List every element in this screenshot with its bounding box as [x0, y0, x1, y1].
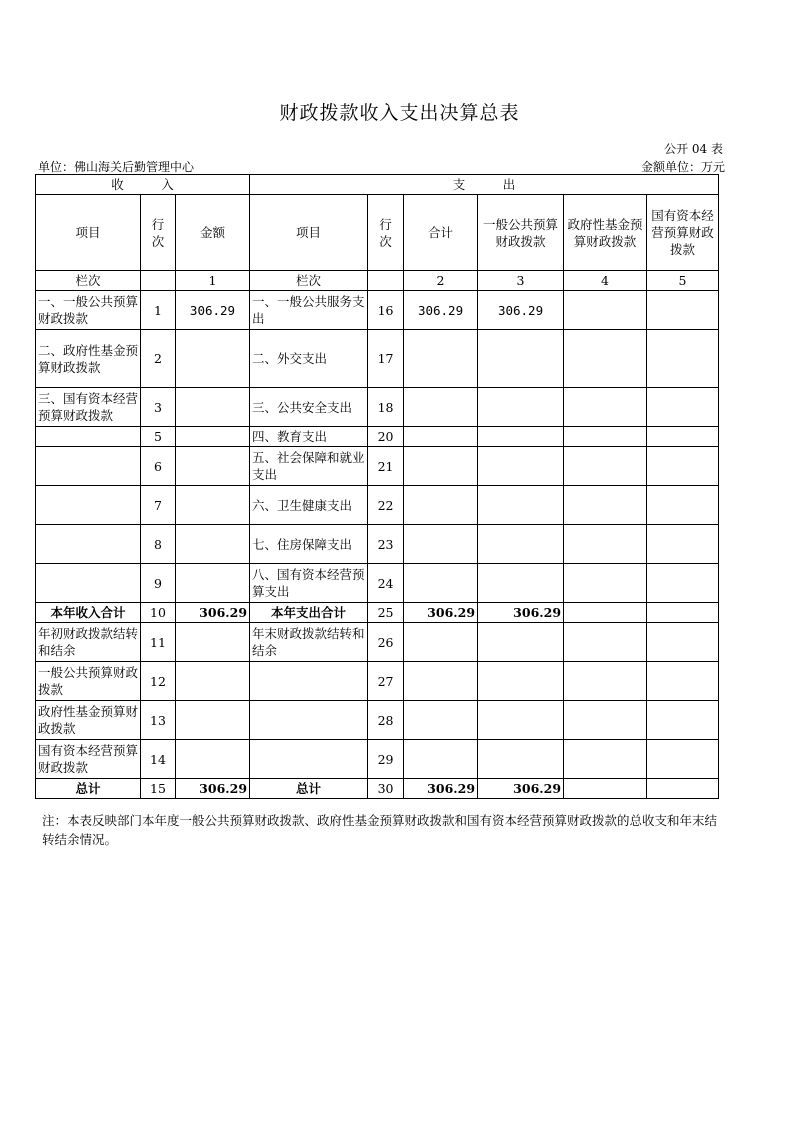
- col-gov-fund-header: 政府性基金预算财政拨款: [564, 195, 647, 271]
- col-item-header: 项目: [36, 195, 141, 271]
- expense-general: [478, 447, 564, 486]
- expense-item: 三、公共安全支出: [250, 388, 368, 427]
- amount-unit: 金额单位：万元: [640, 160, 725, 174]
- income-subtotal-label: 本年收入合计: [36, 603, 141, 623]
- income-item: 一般公共预算财政拨款: [36, 662, 141, 701]
- income-item: [36, 486, 141, 525]
- expense-gov-fund: [564, 291, 647, 330]
- income-line: 10: [141, 603, 176, 623]
- expense-general: [478, 662, 564, 701]
- col-number: 1: [176, 271, 250, 291]
- income-amount: [176, 486, 250, 525]
- expense-general: [478, 525, 564, 564]
- income-item: 年初财政拨款结转和结余: [36, 623, 141, 662]
- expense-general: [478, 427, 564, 447]
- income-line: 14: [141, 740, 176, 779]
- expense-total: [404, 564, 478, 603]
- expense-gov-fund: [564, 427, 647, 447]
- expense-line: 28: [368, 701, 404, 740]
- income-line: 11: [141, 623, 176, 662]
- income-header: 收 入: [36, 175, 250, 195]
- expense-total: [404, 623, 478, 662]
- income-item: 政府性基金预算财政拨款: [36, 701, 141, 740]
- expense-line: 23: [368, 525, 404, 564]
- income-amount: [176, 388, 250, 427]
- income-line: 8: [141, 525, 176, 564]
- expense-item: 四、教育支出: [250, 427, 368, 447]
- income-item: 二、政府性基金预算财政拨款: [36, 330, 141, 388]
- expense-state-capital: [647, 662, 719, 701]
- col-number: 3: [478, 271, 564, 291]
- empty-cell: [647, 603, 719, 623]
- expense-item: 二、外交支出: [250, 330, 368, 388]
- expense-state-capital: [647, 447, 719, 486]
- expense-state-capital: [647, 427, 719, 447]
- expense-gov-fund: [564, 388, 647, 427]
- income-amount: [176, 662, 250, 701]
- table-row: [36, 291, 719, 330]
- expense-item: [250, 740, 368, 779]
- empty-cell: [647, 779, 719, 799]
- income-item: [36, 525, 141, 564]
- expense-total: [404, 701, 478, 740]
- income-line: 5: [141, 427, 176, 447]
- income-line: 9: [141, 564, 176, 603]
- income-item: [36, 447, 141, 486]
- reporting-unit: 单位：佛山海关后勤管理中心: [38, 160, 195, 174]
- table-row: [36, 740, 719, 779]
- income-item: [36, 427, 141, 447]
- col-number: 5: [647, 271, 719, 291]
- expense-line: 26: [368, 623, 404, 662]
- income-amount: [176, 447, 250, 486]
- expense-total: [404, 447, 478, 486]
- table-note: 注：本表反映部门本年度一般公共预算财政拨款、政府性基金预算财政拨款和国有资本经营预算财政拨款的总收支和年末结转结余情况。: [42, 813, 718, 847]
- expense-state-capital: [647, 291, 719, 330]
- expense-subtotal-total: 306.29: [404, 603, 478, 623]
- expense-gov-fund: [564, 740, 647, 779]
- expense-line: 30: [368, 779, 404, 799]
- expense-state-capital: [647, 623, 719, 662]
- income-item: 三、国有资本经营预算财政拨款: [36, 388, 141, 427]
- expense-state-capital: [647, 564, 719, 603]
- expense-total: [404, 662, 478, 701]
- expense-gov-fund: [564, 623, 647, 662]
- expense-item: [250, 701, 368, 740]
- income-subtotal-amount: 306.29: [176, 603, 250, 623]
- income-item: [36, 564, 141, 603]
- expense-state-capital: [647, 740, 719, 779]
- income-amount: [176, 564, 250, 603]
- income-amount: [176, 740, 250, 779]
- expense-line: 18: [368, 388, 404, 427]
- table-row: [36, 662, 719, 701]
- expense-state-capital: [647, 330, 719, 388]
- col-number: 4: [564, 271, 647, 291]
- expense-header: 支 出: [250, 175, 719, 195]
- expense-item: 六、卫生健康支出: [250, 486, 368, 525]
- expense-total: [404, 740, 478, 779]
- expense-general: 306.29: [478, 291, 564, 330]
- expense-general: [478, 701, 564, 740]
- expense-line: 22: [368, 486, 404, 525]
- income-amount: [176, 427, 250, 447]
- income-amount: [176, 623, 250, 662]
- empty-cell: [564, 779, 647, 799]
- expense-state-capital: [647, 525, 719, 564]
- col-amount-header: 金额: [176, 195, 250, 271]
- col-line2-header: 行 次: [368, 195, 404, 271]
- expense-state-capital: [647, 388, 719, 427]
- expense-item: [250, 662, 368, 701]
- expense-gov-fund: [564, 662, 647, 701]
- expense-subtotal-label: 本年支出合计: [250, 603, 368, 623]
- col-state-capital-header: 国有资本经营预算财政拨款: [647, 195, 719, 271]
- expense-total: [404, 525, 478, 564]
- col-line-header: 行 次: [141, 195, 176, 271]
- expense-total: [404, 486, 478, 525]
- income-amount: [176, 330, 250, 388]
- expense-total: [404, 427, 478, 447]
- income-amount: [176, 701, 250, 740]
- expense-gov-fund: [564, 525, 647, 564]
- table-row: [36, 701, 719, 740]
- income-line: 2: [141, 330, 176, 388]
- page-title: 财政拨款收入支出决算总表: [279, 102, 520, 124]
- expense-line: 25: [368, 603, 404, 623]
- expense-general: [478, 623, 564, 662]
- expense-item: 五、社会保障和就业支出: [250, 447, 368, 486]
- table-row: [36, 388, 719, 427]
- table-row: [36, 486, 719, 525]
- expense-general: [478, 486, 564, 525]
- expense-general: [478, 564, 564, 603]
- expense-line: 21: [368, 447, 404, 486]
- income-amount: [176, 525, 250, 564]
- income-line: 13: [141, 701, 176, 740]
- empty-cell: [141, 271, 176, 291]
- expense-item: 八、国有资本经营预算支出: [250, 564, 368, 603]
- income-line: 12: [141, 662, 176, 701]
- expense-line: 20: [368, 427, 404, 447]
- expense-gov-fund: [564, 447, 647, 486]
- income-item: 国有资本经营预算财政拨款: [36, 740, 141, 779]
- row-label: 栏次: [36, 271, 141, 291]
- expense-line: 24: [368, 564, 404, 603]
- expense-line: 16: [368, 291, 404, 330]
- expense-gov-fund: [564, 330, 647, 388]
- expense-general: [478, 740, 564, 779]
- expense-grand-general: 306.29: [478, 779, 564, 799]
- expense-gov-fund: [564, 486, 647, 525]
- empty-cell: [368, 271, 404, 291]
- row-label: 栏次: [250, 271, 368, 291]
- col-number: 2: [404, 271, 478, 291]
- income-total-label: 总计: [36, 779, 141, 799]
- expense-total: 306.29: [404, 291, 478, 330]
- col-total-header: 合计: [404, 195, 478, 271]
- form-code: 公开 04 表: [664, 142, 723, 156]
- expense-line: 29: [368, 740, 404, 779]
- table-row: [36, 525, 719, 564]
- subtotal-row: [36, 603, 719, 623]
- grand-total-row: [36, 779, 719, 799]
- expense-line: 27: [368, 662, 404, 701]
- income-line: 15: [141, 779, 176, 799]
- table-row: [36, 564, 719, 603]
- income-line: 3: [141, 388, 176, 427]
- col-item2-header: 项目: [250, 195, 368, 271]
- empty-cell: [564, 603, 647, 623]
- expense-state-capital: [647, 486, 719, 525]
- expense-gov-fund: [564, 701, 647, 740]
- income-line: 1: [141, 291, 176, 330]
- expense-total: [404, 330, 478, 388]
- col-general-header: 一般公共预算财政拨款: [478, 195, 564, 271]
- expense-grand-total: 306.29: [404, 779, 478, 799]
- table-row: [36, 427, 719, 447]
- expense-item: 一、一般公共服务支出: [250, 291, 368, 330]
- expense-general: [478, 388, 564, 427]
- budget-summary-table: [35, 174, 719, 799]
- expense-total: [404, 388, 478, 427]
- income-total-amount: 306.29: [176, 779, 250, 799]
- expense-total-label: 总计: [250, 779, 368, 799]
- income-amount: 306.29: [176, 291, 250, 330]
- table-row: [36, 447, 719, 486]
- expense-subtotal-general: 306.29: [478, 603, 564, 623]
- expense-item: 年末财政拨款结转和结余: [250, 623, 368, 662]
- expense-line: 17: [368, 330, 404, 388]
- income-line: 6: [141, 447, 176, 486]
- expense-general: [478, 330, 564, 388]
- expense-gov-fund: [564, 564, 647, 603]
- income-line: 7: [141, 486, 176, 525]
- expense-item: 七、住房保障支出: [250, 525, 368, 564]
- table-row: [36, 330, 719, 388]
- table-row: [36, 623, 719, 662]
- income-item: 一、一般公共预算财政拨款: [36, 291, 141, 330]
- expense-state-capital: [647, 701, 719, 740]
